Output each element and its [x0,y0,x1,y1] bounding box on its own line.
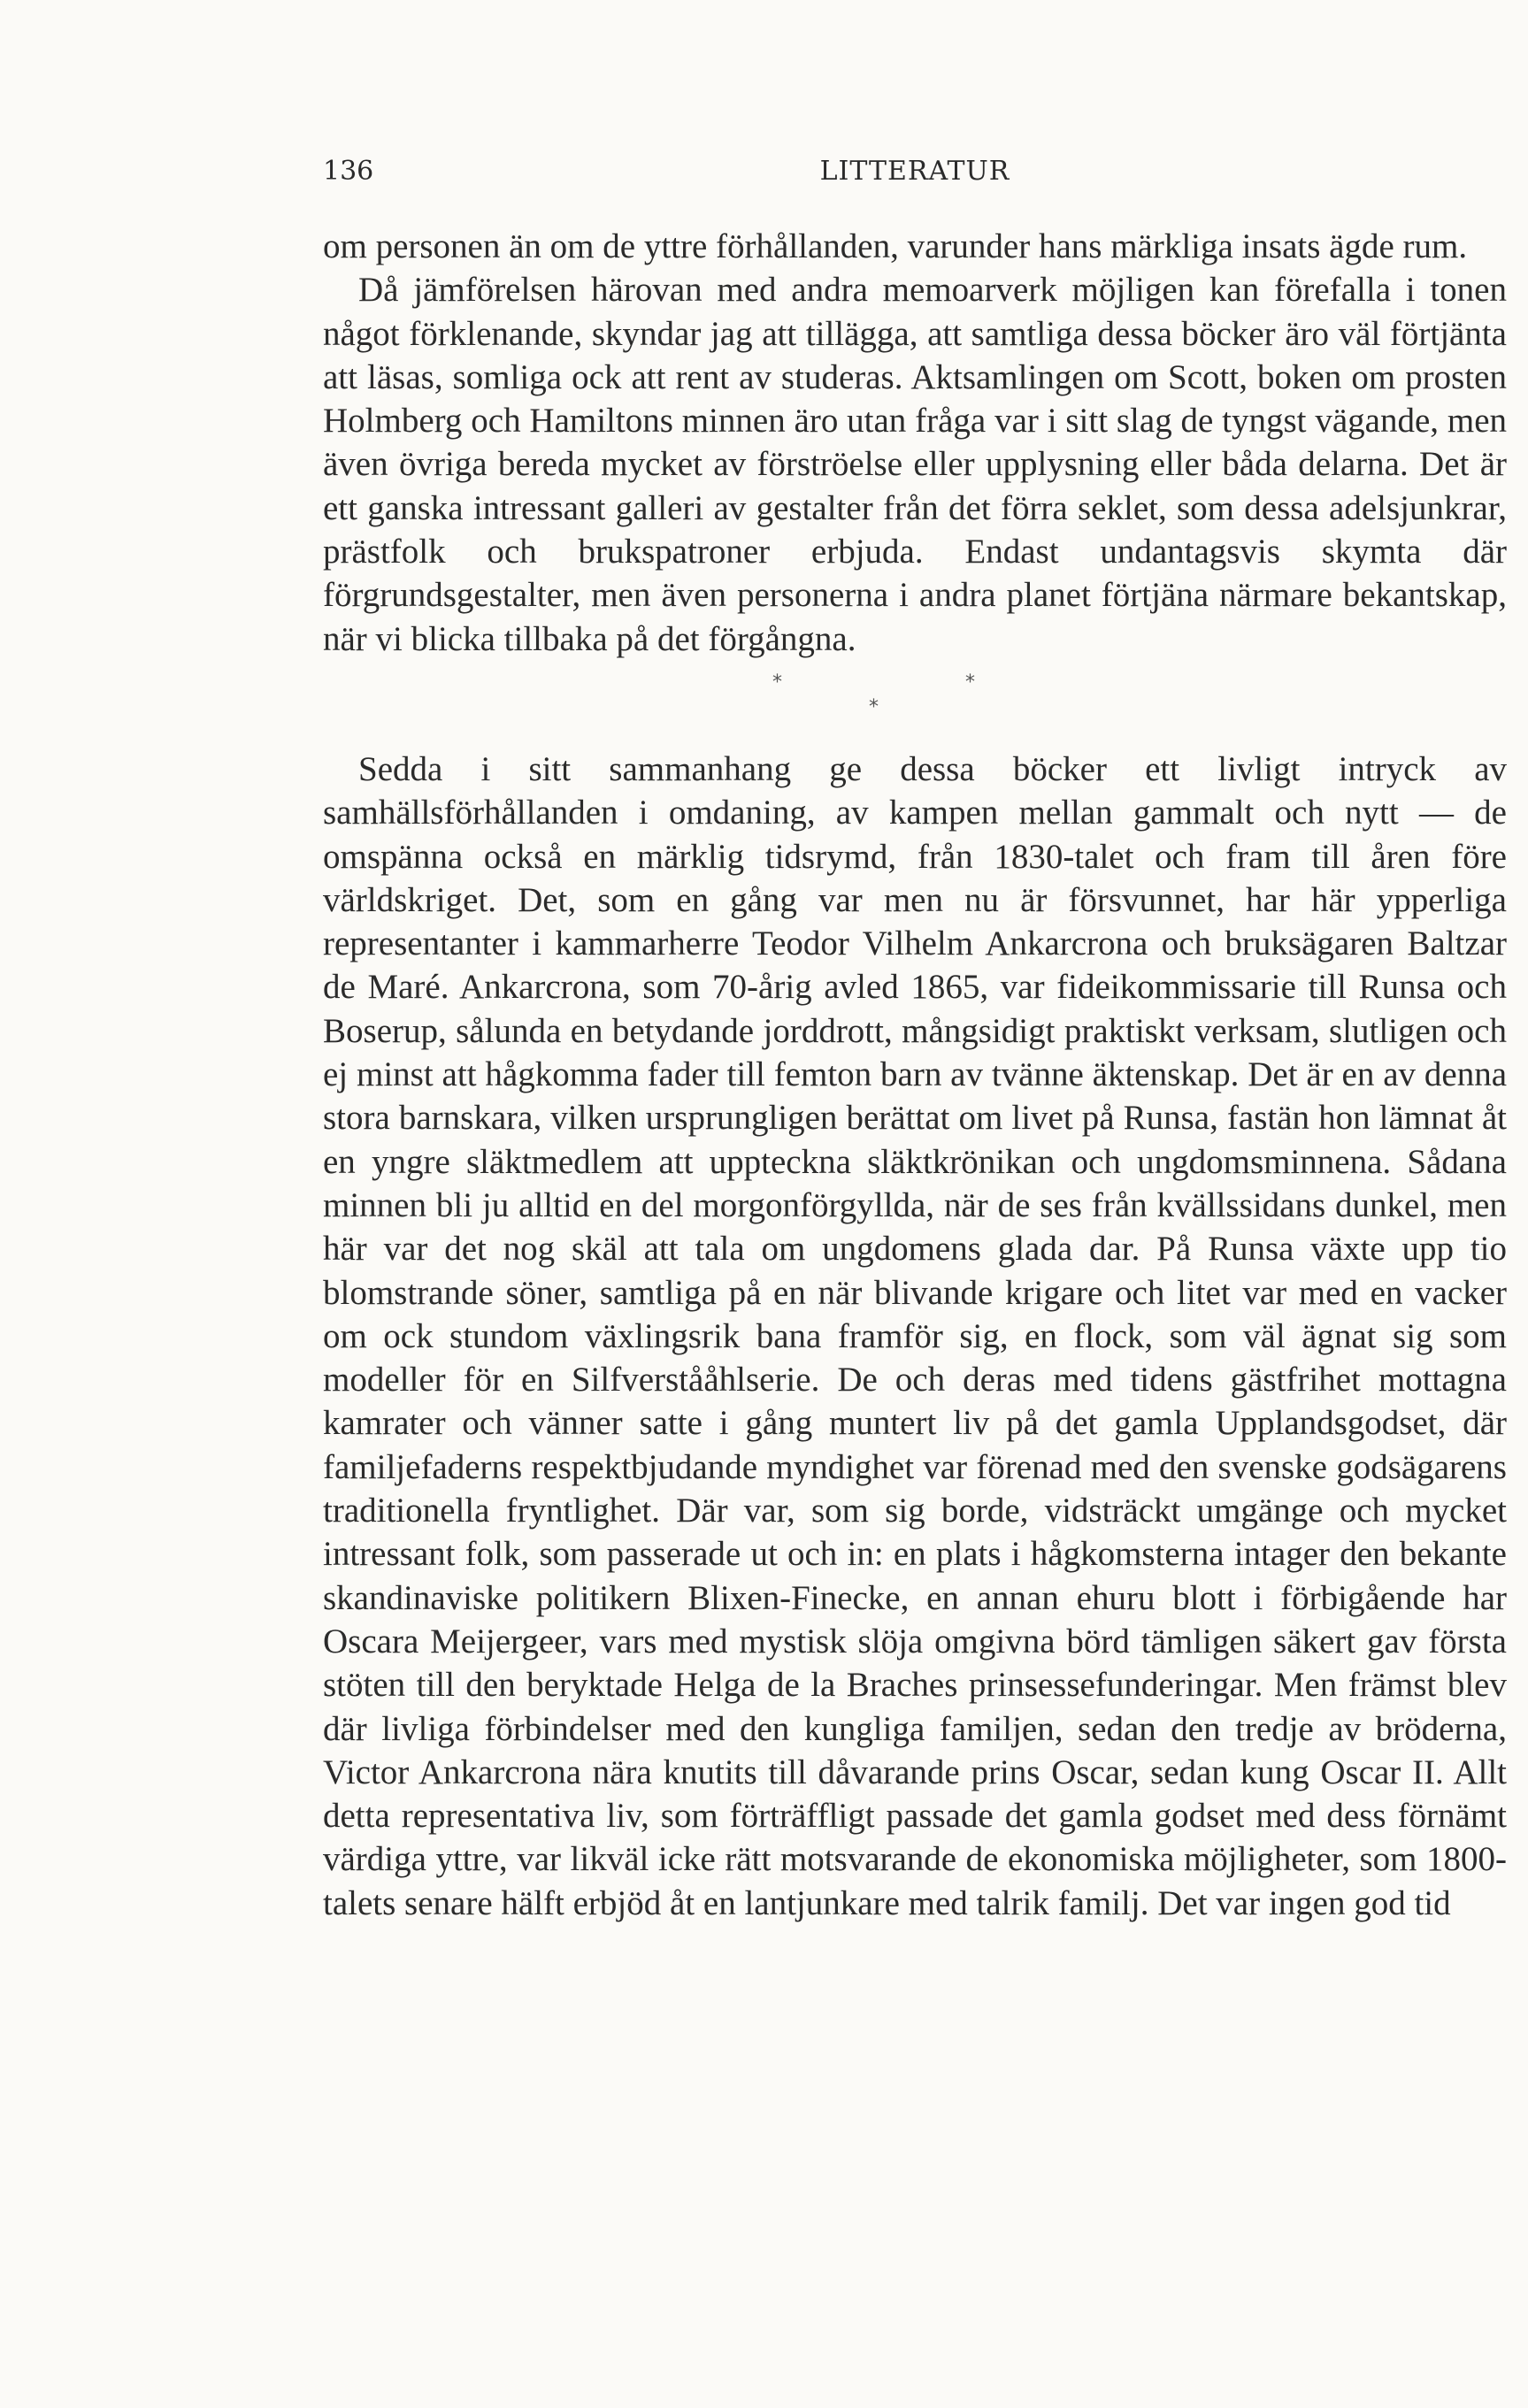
paragraph-comparison: Då jämförelsen härovan med andra memoarverk möjligen kan förefalla i tonen något förklenande, skyndar jag att tillägga, att samtliga dessa böcker äro väl förtjänta att läsas, somliga ock att rent av studeras. Aktsamlingen om Scott, boken om prosten Holmberg och Hamiltons minnen äro utan fråga var i sitt slag de tyngst vägande, men även övriga bereda mycket av förströelse eller upplysning eller båda delarna. Det är ett ganska intressant galleri av gestalter från det förra seklet, som dessa adelsjunkrar, prästfolk och brukspatroner erbjuda. Endast undantagsvis skymta där förgrundsgestalter, men även personerna i andra planet förtjäna närmare bekantskap, när vi blicka tillbaka på det förgångna. [323,271,1507,658]
section-separator [323,661,1507,748]
running-title: LITTERATUR [819,156,1010,187]
body-text [323,225,1507,1925]
paragraph-runsa: Sedda i sitt sammanhang ge dessa böcker ett livligt intryck av samhällsförhållanden i omdaning, av kampen mellan gammalt och nytt — de omspänna också en märklig tidsrymd, från 1830-talet och fram till åren före världskriget. Det, som en gång var men nu är försvunnet, har här ypperliga representanter i kammarherre Teodor Vilhelm Ankarcrona och bruksägaren Baltzar de Maré. Ankarcrona, som 70-årig avled 1865, var fideikommissarie till Runsa och Boserup, sålunda en betydande jorddrott, mångsidigt praktiskt verksam, slutligen och ej minst att hågkomma fader till femton barn av tvänne äktenskap. Det är en av denna stora barnskara, vilken ursprungligen berättat om livet på Runsa, fastän hon lämnat åt en yngre släktmedlem att uppteckna släktkrönikan och ungdomsminnena. Sådana minnen bli ju alltid en del morgonförgyllda, när de ses från kvällssidans dunkel, men här var det nog skäl att tala om ungdomens glada dar. På Runsa växte upp tio blomstrande söner, samtliga på en när blivande krigare och litet var med en vacker om ock stundom växlingsrik bana framför sig, en flock, som väl ägnat sig som modeller för en Silfverstååhlserie. De och deras med tidens gästfrihet mottagna kamrater och vänner satte i gång muntert liv på det gamla Upplandsgodset, där familjefaderns respektbjudande myndighet var förenad med den svenske godsägarens traditionella fryntlighet. Där var, som sig borde, vidsträckt umgänge och mycket intressant folk, som passerade ut och in: en plats i hågkomsterna intager den bekante skandinaviske politikern Blixen-Finecke, en annan ehuru blott i förbigående har Oscara Meijergeer, vars med mystisk slöja omgivna börd tämligen säkert gav första stöten till den beryktade Helga de la Braches prinsessefunderingar. Men främst blev där livliga förbindelser med den kungliga familjen, sedan den tredje av bröderna, Victor Ankarcrona nära knutits till dåvarande prins Oscar, sedan kung Oscar II. Allt detta representativa liv, som förträffligt passade det gamla godset med dess förnämt värdiga yttre, var likväl icke rätt motsvarande de ekonomiska möjligheter, som 1800-talets senare hälft erbjöd åt en lantjunkare med talrik familj. Det var ingen god tid [323,749,1507,1922]
page-number: 136 [323,156,374,187]
asterisk-icon: * [772,671,782,694]
asterisk-icon: * [965,671,975,694]
page-header [323,156,1507,200]
paragraph-continued: om personen än om de yttre förhållanden, varunder hans märkliga insats ägde rum. [323,227,1468,265]
asterisk-icon: * [869,695,879,718]
